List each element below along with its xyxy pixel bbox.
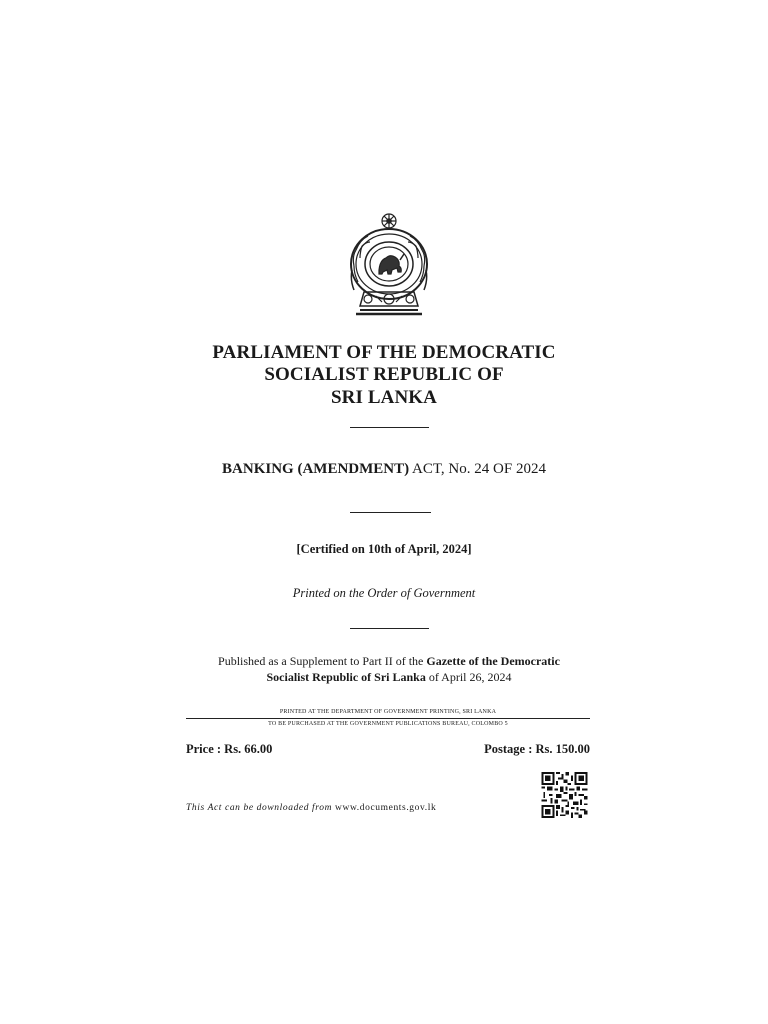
publication-date: of April 26, 2024 [425, 670, 512, 684]
printer-line: PRINTED AT THE DEPARTMENT OF GOVERNMENT PRINTING, SRI LANKA [279, 709, 497, 715]
divider-rule [350, 512, 431, 513]
divider-rule [186, 718, 590, 719]
gazette-name-2: Socialist Republic of Sri Lanka [266, 670, 426, 684]
parliament-title-line-1: PARLIAMENT OF THE DEMOCRATIC [212, 342, 556, 363]
divider-rule [350, 427, 429, 428]
act-number: ACT, No. 24 OF 2024 [409, 461, 546, 477]
act-name-bold: BANKING (AMENDMENT) [222, 461, 410, 477]
sri-lanka-coat-of-arms-icon [346, 210, 432, 320]
parliament-title-line-3: SRI LANKA [331, 387, 437, 408]
price: Price : Rs. 66.00 [186, 742, 273, 756]
certified-date: [Certified on 10th of April, 2024] [296, 542, 472, 556]
purchase-line: TO BE PURCHASED AT THE GOVERNMENT PUBLICATIONS BUREAU, COLOMBO 5 [268, 721, 508, 727]
printed-on-order: Printed on the Order of Government [292, 586, 476, 600]
download-url[interactable]: www.documents.gov.lk [335, 803, 437, 813]
postage: Postage : Rs. 150.00 [484, 742, 590, 756]
gazette-name-1: Gazette of the Democratic [426, 654, 560, 668]
qr-code-icon[interactable] [540, 772, 589, 818]
download-prefix: This Act can be downloaded from [186, 803, 336, 813]
publication-notice [0, 653, 768, 685]
download-note [186, 803, 436, 813]
publication-prefix: Published as a Supplement to Part II of the [218, 654, 427, 668]
divider-rule [350, 628, 429, 629]
act-title [0, 461, 768, 478]
parliament-title-line-2: SOCIALIST REPUBLIC OF [264, 364, 504, 385]
